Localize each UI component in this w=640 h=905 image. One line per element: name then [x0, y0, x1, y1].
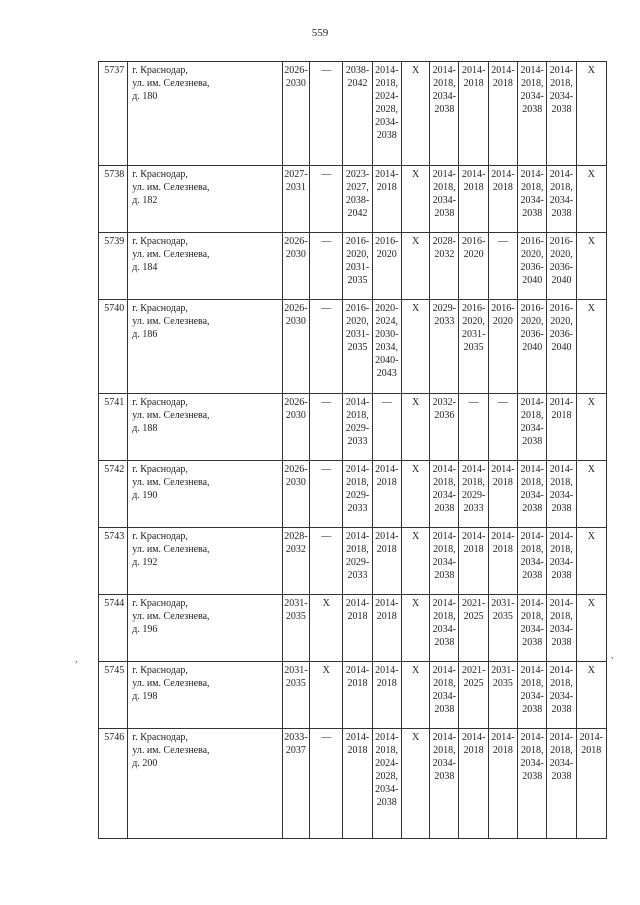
period-cell: 2014- 2018 [547, 394, 576, 461]
period-cell: 2016- 2020, 2031- 2035 [343, 233, 372, 300]
period-cell: 2014- 2018 [372, 595, 401, 662]
period-cell: 2031- 2035 [282, 595, 309, 662]
period-cell: 2016- 2020 [372, 233, 401, 300]
period-cell: — [488, 233, 517, 300]
period-cell: X [576, 62, 606, 166]
period-cell: X [401, 62, 429, 166]
period-cell: 2014- 2018 [488, 62, 517, 166]
period-cell: X [401, 461, 429, 528]
period-cell: X [401, 528, 429, 595]
period-cell: 2014- 2018, 2024- 2028, 2034- 2038 [372, 62, 401, 166]
table-row [99, 662, 607, 729]
period-cell: 2032- 2036 [430, 394, 459, 461]
period-cell: 2014- 2018, 2029- 2033 [343, 528, 372, 595]
period-cell: X [576, 394, 606, 461]
period-cell: 2014- 2018 [343, 662, 372, 729]
scan-mark-left: , [75, 654, 78, 665]
period-cell: 2014- 2018 [372, 166, 401, 233]
period-cell: — [310, 461, 343, 528]
period-cell: 2014- 2018, 2034- 2038 [430, 662, 459, 729]
period-cell: 2038- 2042 [343, 62, 372, 166]
period-cell: 2014- 2018, 2034- 2038 [518, 166, 547, 233]
period-cell: 2014- 2018, 2034- 2038 [430, 166, 459, 233]
address-cell: г. Краснодар, ул. им. Селезнева, д. 200 [128, 729, 283, 839]
row-number-cell: 5745 [99, 662, 128, 729]
address-cell: г. Краснодар, ул. им. Селезнева, д. 198 [128, 662, 283, 729]
period-cell: 2026- 2030 [282, 461, 309, 528]
address-cell: г. Краснодар, ул. им. Селезнева, д. 186 [128, 300, 283, 394]
period-cell: X [401, 394, 429, 461]
period-cell: 2014- 2018, 2034- 2038 [518, 528, 547, 595]
period-cell: 2014- 2018 [576, 729, 606, 839]
period-cell: 2014- 2018, 2034- 2038 [547, 461, 576, 528]
period-cell: X [576, 528, 606, 595]
period-cell: X [401, 166, 429, 233]
period-cell: 2014- 2018, 2029- 2033 [343, 461, 372, 528]
period-cell: 2014- 2018, 2034- 2038 [547, 729, 576, 839]
period-cell: X [401, 729, 429, 839]
period-cell: 2016- 2020, 2036- 2040 [547, 233, 576, 300]
period-cell: X [576, 300, 606, 394]
period-cell: 2014- 2018, 2034- 2038 [547, 662, 576, 729]
period-cell: X [401, 233, 429, 300]
period-cell: — [310, 394, 343, 461]
period-cell: 2014- 2018, 2034- 2038 [547, 528, 576, 595]
period-cell: 2029- 2033 [430, 300, 459, 394]
row-number-cell: 5743 [99, 528, 128, 595]
period-cell: 2014- 2018, 2034- 2038 [518, 729, 547, 839]
period-cell: — [459, 394, 488, 461]
period-cell: 2016- 2020, 2031- 2035 [343, 300, 372, 394]
period-cell: 2016- 2020 [459, 233, 488, 300]
table-row [99, 62, 607, 166]
period-cell: 2014- 2018, 2034- 2038 [430, 729, 459, 839]
period-cell: 2021- 2025 [459, 662, 488, 729]
row-number-cell: 5738 [99, 166, 128, 233]
period-cell: 2016- 2020, 2036- 2040 [518, 233, 547, 300]
period-cell: X [401, 662, 429, 729]
row-number-cell: 5741 [99, 394, 128, 461]
period-cell: 2031- 2035 [282, 662, 309, 729]
period-cell: 2014- 2018 [488, 729, 517, 839]
period-cell: 2016- 2020, 2036- 2040 [547, 300, 576, 394]
period-cell: 2014- 2018 [343, 595, 372, 662]
period-cell: 2028- 2032 [282, 528, 309, 595]
period-cell: X [576, 662, 606, 729]
period-cell: 2014- 2018, 2034- 2038 [518, 394, 547, 461]
page-number: 559 [311, 27, 329, 39]
table-row [99, 528, 607, 595]
period-cell: X [576, 461, 606, 528]
period-cell: 2014- 2018 [372, 662, 401, 729]
period-cell: 2016- 2020, 2031- 2035 [459, 300, 488, 394]
period-cell: X [576, 595, 606, 662]
period-cell: X [576, 166, 606, 233]
period-cell: 2014- 2018 [459, 528, 488, 595]
period-cell: 2014- 2018, 2029- 2033 [459, 461, 488, 528]
period-cell: 2014- 2018, 2034- 2038 [518, 62, 547, 166]
period-cell: — [310, 62, 343, 166]
table-row [99, 461, 607, 528]
table-row [99, 394, 607, 461]
row-number-cell: 5740 [99, 300, 128, 394]
period-cell: — [310, 233, 343, 300]
period-cell: 2014- 2018, 2034- 2038 [547, 166, 576, 233]
period-cell: 2016- 2020 [488, 300, 517, 394]
period-cell: X [310, 662, 343, 729]
period-cell: 2014- 2018 [459, 729, 488, 839]
period-cell: 2026- 2030 [282, 300, 309, 394]
period-cell: 2014- 2018 [459, 166, 488, 233]
table-row [99, 166, 607, 233]
period-cell: 2014- 2018, 2034- 2038 [430, 461, 459, 528]
period-cell: 2014- 2018, 2024- 2028, 2034- 2038 [372, 729, 401, 839]
row-number-cell: 5739 [99, 233, 128, 300]
period-cell: 2027- 2031 [282, 166, 309, 233]
period-cell: 2020- 2024, 2030- 2034, 2040- 2043 [372, 300, 401, 394]
period-cell: 2026- 2030 [282, 394, 309, 461]
period-cell: X [401, 595, 429, 662]
table-row [99, 300, 607, 394]
address-cell: г. Краснодар, ул. им. Селезнева, д. 196 [128, 595, 283, 662]
period-cell: — [310, 729, 343, 839]
scan-mark-right: , [611, 650, 614, 661]
repair-schedule-table [98, 61, 607, 839]
period-cell: 2026- 2030 [282, 233, 309, 300]
table-row [99, 729, 607, 839]
period-cell: — [310, 166, 343, 233]
address-cell: г. Краснодар, ул. им. Селезнева, д. 188 [128, 394, 283, 461]
period-cell: 2014- 2018 [372, 461, 401, 528]
address-cell: г. Краснодар, ул. им. Селезнева, д. 190 [128, 461, 283, 528]
period-cell: 2014- 2018, 2034- 2038 [518, 662, 547, 729]
period-cell: 2026- 2030 [282, 62, 309, 166]
period-cell: — [310, 528, 343, 595]
period-cell: 2014- 2018, 2034- 2038 [430, 62, 459, 166]
period-cell: 2033- 2037 [282, 729, 309, 839]
row-number-cell: 5737 [99, 62, 128, 166]
period-cell: 2014- 2018 [488, 528, 517, 595]
period-cell: 2014- 2018 [488, 166, 517, 233]
period-cell: 2021- 2025 [459, 595, 488, 662]
period-cell: X [576, 233, 606, 300]
period-cell: X [310, 595, 343, 662]
address-cell: г. Краснодар, ул. им. Селезнева, д. 180 [128, 62, 283, 166]
period-cell: 2016- 2020, 2036- 2040 [518, 300, 547, 394]
period-cell: 2014- 2018, 2029- 2033 [343, 394, 372, 461]
period-cell: — [310, 300, 343, 394]
period-cell: 2014- 2018, 2034- 2038 [430, 595, 459, 662]
row-number-cell: 5744 [99, 595, 128, 662]
period-cell: — [372, 394, 401, 461]
period-cell: — [488, 394, 517, 461]
table-row [99, 595, 607, 662]
period-cell: 2031- 2035 [488, 595, 517, 662]
row-number-cell: 5746 [99, 729, 128, 839]
period-cell: 2014- 2018, 2034- 2038 [518, 461, 547, 528]
period-cell: 2014- 2018, 2034- 2038 [430, 528, 459, 595]
period-cell: 2014- 2018 [488, 461, 517, 528]
period-cell: 2014- 2018 [343, 729, 372, 839]
address-cell: г. Краснодар, ул. им. Селезнева, д. 184 [128, 233, 283, 300]
period-cell: 2014- 2018, 2034- 2038 [547, 62, 576, 166]
period-cell: X [401, 300, 429, 394]
table-row [99, 233, 607, 300]
address-cell: г. Краснодар, ул. им. Селезнева, д. 192 [128, 528, 283, 595]
period-cell: 2014- 2018, 2034- 2038 [518, 595, 547, 662]
period-cell: 2031- 2035 [488, 662, 517, 729]
period-cell: 2014- 2018 [459, 62, 488, 166]
period-cell: 2014- 2018, 2034- 2038 [547, 595, 576, 662]
period-cell: 2023- 2027, 2038- 2042 [343, 166, 372, 233]
address-cell: г. Краснодар, ул. им. Селезнева, д. 182 [128, 166, 283, 233]
period-cell: 2028- 2032 [430, 233, 459, 300]
period-cell: 2014- 2018 [372, 528, 401, 595]
row-number-cell: 5742 [99, 461, 128, 528]
